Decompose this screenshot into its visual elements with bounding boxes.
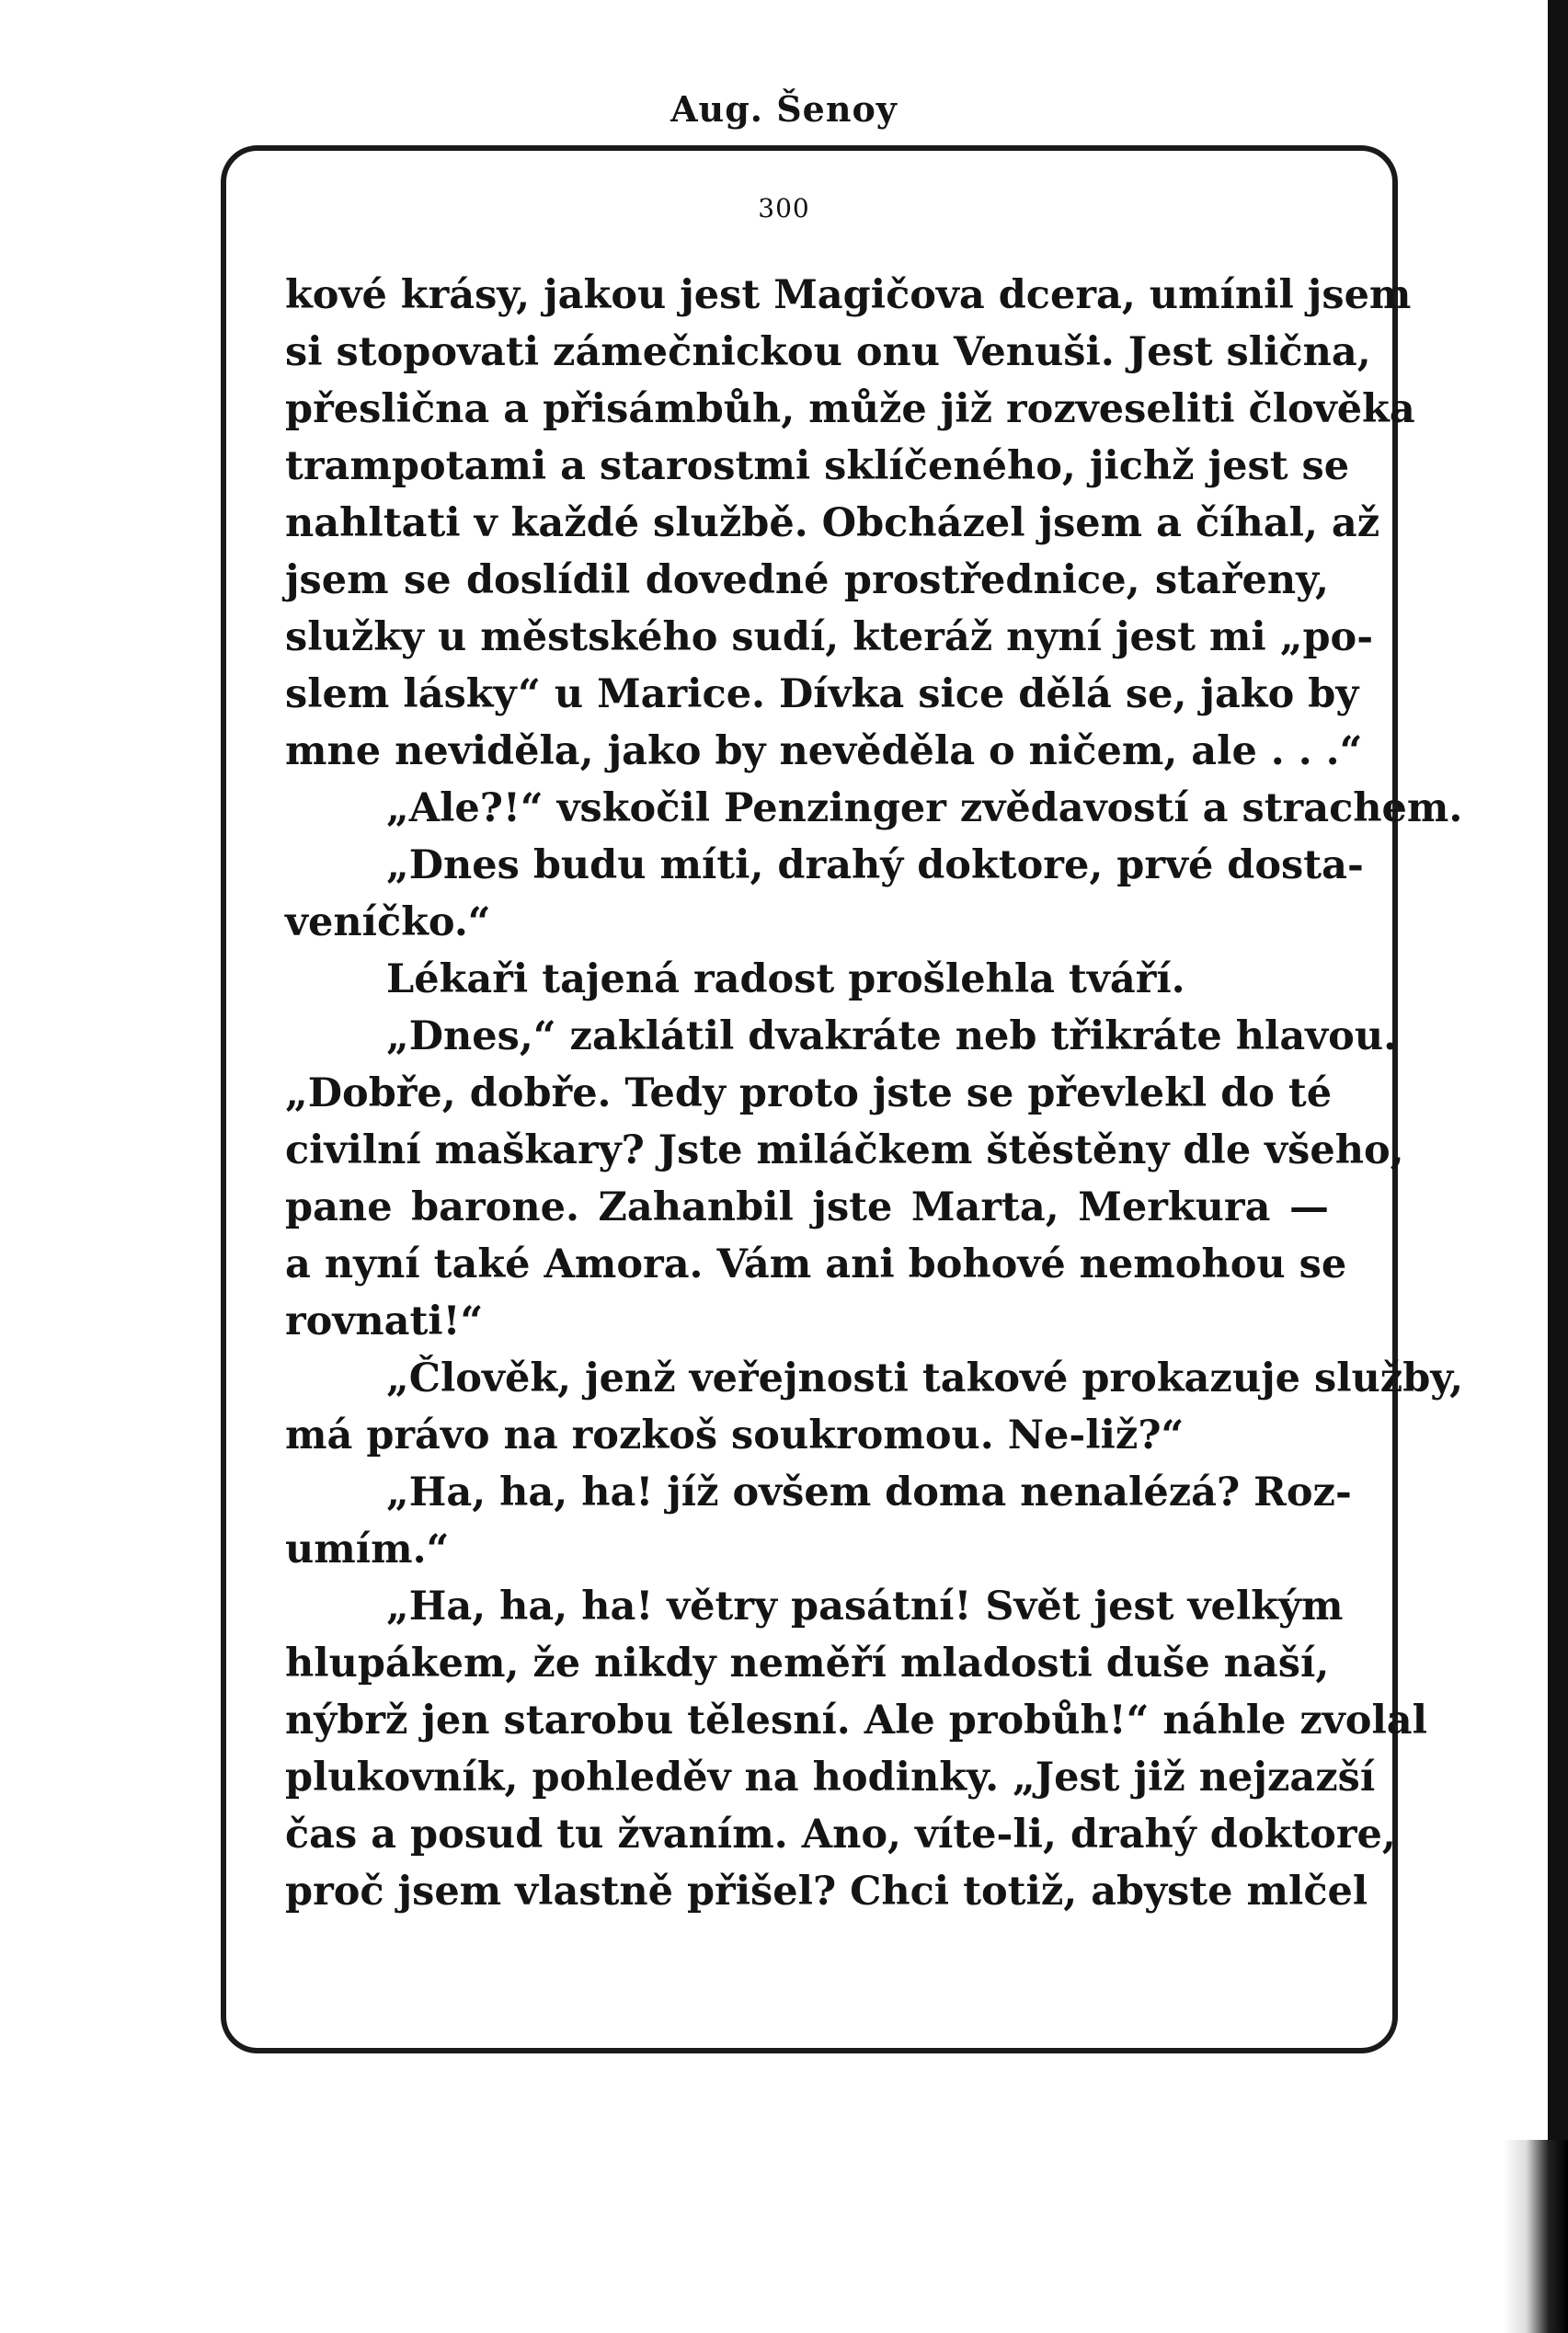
text-line: slem lásky“ u Marice. Dívka sice dělá se, jako by bbox=[285, 671, 1359, 717]
text-line: trampotami a starostmi sklíčeného, jichž jest se bbox=[285, 443, 1350, 489]
text-line: nýbrž jen starobu tělesní. Ale probůh!“ náhle zvolal bbox=[285, 1698, 1428, 1744]
text-line: kové krásy, jakou jest Magičova dcera, umínil jsem bbox=[285, 272, 1412, 318]
text-line: jsem se doslídil dovedné prostřednice, stařeny, bbox=[285, 557, 1329, 603]
text-line: a nyní také Amora. Vám ani bohové nemohou se bbox=[285, 1241, 1347, 1287]
page-number: 300 bbox=[758, 193, 810, 223]
body-text bbox=[285, 267, 1464, 1920]
text-line: si stopovati zámečnickou onu Venuši. Jest slična, bbox=[285, 329, 1371, 375]
page-corner-shadow bbox=[1504, 2140, 1568, 2333]
running-header: Aug. Šenoy bbox=[670, 88, 898, 130]
text-line: umím.“ bbox=[285, 1527, 450, 1572]
text-line: hlupákem, že nikdy neměří mladosti duše naší, bbox=[285, 1641, 1330, 1687]
text-line: má právo na rozkoš soukromou. Ne-liž?“ bbox=[285, 1412, 1185, 1458]
text-line: služky u městského sudí, kteráž nyní jest mi „po- bbox=[285, 614, 1374, 660]
text-line: „Ha, ha, ha! jíž ovšem doma nenalézá? Roz- bbox=[386, 1470, 1352, 1515]
page-edge-shadow bbox=[1548, 0, 1568, 2333]
text-line: „Dobře, dobře. Tedy proto jste se převlekl do té bbox=[285, 1070, 1333, 1116]
text-line: nahltati v každé službě. Obcházel jsem a číhal, až bbox=[285, 500, 1380, 546]
text-line: Lékaři tajená radost prošlehla tváří. bbox=[386, 956, 1185, 1002]
text-line: „Ha, ha, ha! větry pasátní! Svět jest velkým bbox=[386, 1584, 1344, 1630]
text-line: „Člověk, jenž veřejnosti takové prokazuje služby, bbox=[386, 1355, 1464, 1401]
text-line: „Dnes budu míti, drahý doktore, prvé dosta- bbox=[386, 842, 1364, 888]
text-line: veníčko.“ bbox=[285, 899, 491, 945]
text-line: mne neviděla, jako by nevěděla o ničem, ale . . .“ bbox=[285, 728, 1363, 774]
text-line: civilní maškary? Jste miláčkem štěstěny dle všeho, bbox=[285, 1127, 1404, 1173]
text-line: pane barone. Zahanbil jste Marta, Merkura — bbox=[285, 1184, 1329, 1230]
text-line: čas a posud tu žvaním. Ano, víte-li, drahý doktore, bbox=[285, 1812, 1396, 1858]
text-line: proč jsem vlastně přišel? Chci totiž, abyste mlčel bbox=[285, 1869, 1368, 1915]
text-line: plukovník, pohleděv na hodinky. „Jest již nejzazší bbox=[285, 1755, 1376, 1801]
text-line: přeslična a přisámbůh, může již rozveseliti člověka bbox=[285, 386, 1415, 432]
text-line: „Ale?!“ vskočil Penzinger zvědavostí a strachem. bbox=[386, 785, 1463, 831]
text-line: rovnati!“ bbox=[285, 1298, 484, 1344]
text-line: „Dnes,“ zaklátil dvakráte neb třikráte hlavou. bbox=[386, 1013, 1398, 1059]
